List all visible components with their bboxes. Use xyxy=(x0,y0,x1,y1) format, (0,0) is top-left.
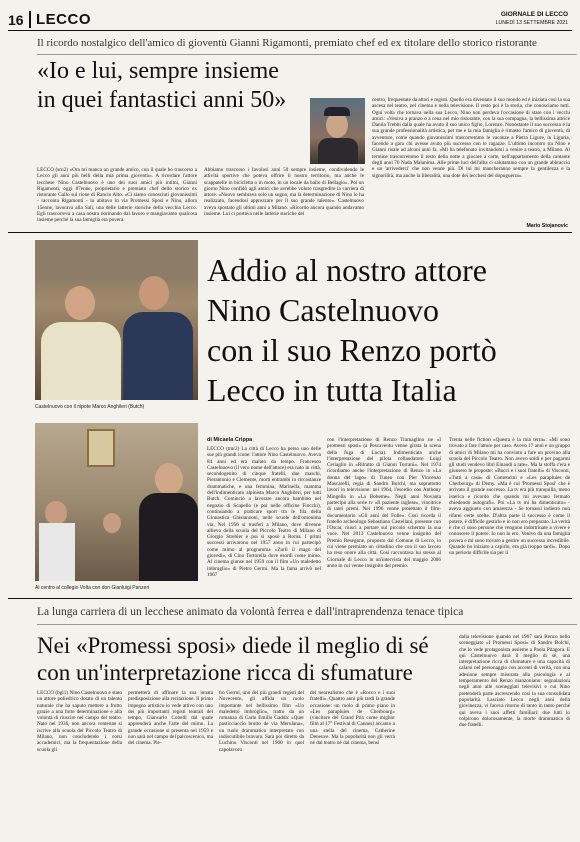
photo2-caption: Al centro al collegio Volta con don Gianluigi Panzeri xyxy=(35,585,150,591)
article1-column-2: Abbiamo trascorso i favolosi anni 50 sempre insieme, condividendo le attività sportive che poteva offrire il nostro territorio, ma anche le scappatelle in bicicletta o in moto, in un locale da ballo di Bellagio». Poi un giorno Nino confidò agli amici che avrebbe voluto trasgredire la carriera di attore. «Nuovo sembrava solo un sogno, ma la determinazione di Nino lo ha realizzato, facendosi apprezzare per il suo grande talento». Castelnuovo aveva spostato gli ultimi anni a Milano. «Ricordo ancora quando andavamo insieme. Lui ci portava nelle latterie storiche del xyxy=(204,167,364,218)
article2-column-2: con l'interpretazione di Renzo Tramaglino ne «I promessi sposi» (a Pescaventu venne girata la scena della fuga di Lucia). Indimenticata anche l'interpretazione del pilota collaudatore Luigi Ceriaglio in «Ritratto di Gianni Torrani». Nel 1974 ricordiamo anche l'interpretazione di Renzo in «La donna del lago» di Tuneo con Pier Vincenzo Mascarelli, regia di Sandro Bolchi, ma soprattutto lavori in televisione: nel 1964, l'esordio con Anthony Mingella in «La Boheme». Negli anni Novanta partecipò alla serie tv «Il paziente inglese», vincitrice di tanti premi. Nel 1996 venne proiettato il film-documentario «Gli anni del Folle». Così ricorda il fratello archeologo Sebastiano Castellani, presente con l'Oscar, riuscì a portare sul piccolo schermo la sua voce. Nel 2013 Castelnuovo venne insignito del Premio Resegone, proposto dal Comune di Lecco, in cui viene premiato un cittadino che con il suo lavoro ha reso onore alla città. Così raccontava lui stesso al Giornale di Lecco in un'intervista del maggio 2006 anno in cui venne insignito del premio. xyxy=(327,437,441,569)
article-separator xyxy=(8,598,572,599)
headline-line-1: Addio al nostro attore xyxy=(207,252,487,288)
headline-line-2: in quei fantastici anni 50» xyxy=(37,87,287,113)
article1-headline xyxy=(37,57,286,115)
article3-headline xyxy=(37,632,429,686)
section-divider xyxy=(29,11,31,28)
article3-column-3: tro Germi, uno dei più grandi registi del Novecento, gli affida un ruolo importante nel bellissimo film «Un maledetto imbroglio», tratto da un romanzo di Carlo Emilio Gadda: «Quer pasticciaccio brutto de via Merulana», un ruolo drammatico interpretato con indiscutibile bravura. Sarà poi diretto da Luchino Visconti nel 1960 in quel capolavoro xyxy=(219,690,304,753)
article3-column-2: permetterà di affinare la sua innata predisposizione alla recitazione. Il primo impegno artistico lo vede attivo con uno dei più importanti registi teatrali del tempo, Giancarlo Cobelli dal quale apprenderà anche l'arte del mimo. La grande occasione si presenta nel 1959 e non sarà nel campo del palcoscenico, ma del cinema. Pie- xyxy=(128,690,213,747)
headline-line-1: Nei «Promessi sposi» diede il meglio di sé xyxy=(37,633,429,658)
headline-line-2: Nino Castelnuovo xyxy=(207,292,439,328)
newspaper-name: GIORNALE DI LECCO xyxy=(500,11,568,18)
section-name: LECCO xyxy=(36,11,91,28)
collegio-volta-photo xyxy=(35,423,198,581)
headline-line-1: «Io e lui, sempre insieme xyxy=(37,58,279,84)
article2-column-3: Trenta nelle fiction «Questa è la mia terra»: «Mi sono trovato a fare l'attore per caso. Avevo 17 anni e un gruppo di amici di Milano mi ha convinto a fare un provino alla scuola del Piccolo Teatro. Non avevo soldi e per pagarmi gli studi vendevo libri Einaudi a rate». Ma la stoffa c'era e giunsero le proposte: «Bucci e i suoi fratelli» di Visconti, «Tutti a casa» di Comencini e «Les parapluies de Cherbourg» di Demy. «Ma è col 'Promessi Sposi' che è arrivato il grande successo. La tv era più tranquilla, meno isterica e ricordo che quando mi avevano fermato chiedendo autografi». Poi «La tv mi ha dimenticato» - aveva aggiunto con amarezza - Se tornassi indietro non rifarei certe scelte. D'altra parte il successo è come il potere, è difficile gestirlo e io non ero preparato. La verità è che ci sono persone che vengono indottrinate a vivere e conoscere il potere. Io non lo ero. Venivo da una famiglia povera e mi sono trovato a gestire un successo incredibile. Quando ho iniziato a capirlo, era già troppo tardi». Dopo un periodo difficile sia per il xyxy=(449,437,571,557)
article2-column-1: LECCO (tmr2) La città di Lecco ha perso uno delle sue più grandi icone: l'attore Nino Castelnuovo. Aveva 84 anni ed era malato da tempo. Francesco Castelnuovo (il vero nome dell'attore) era nato in città, secondogenito di cinque fratelli, due maschi, Pierantonio e Clemente, morti entrambi in circostanze drammatiche, e una femmina, Marinella, mamma dell'indimenticato alpinista Marco Anghileri, per tutti Butch. Cominciò a lavorare ancora bambino nel negozio di Scapello (e poi nelle officine Fiocchi), continuando a praticare sport tra le fila della Ginnastica Ghislanzoni, nelle scuole dell'omonima via. Nel 1956 si trasferì a Milano, dove divenne allievo della scuola del Piccolo Teatro di Milano di Giorgio Strehler e poi si sposò a Roma. I primi successi arrivarono nel 1957 anno in cui partecipò come mimo al programma «Zurlì il mago del giovedì», di Cino Tortorella dove esordì come mimo. Al cinema giunse nel 1959 con il film «Un maledetto imbroglio» di Pietro Germi. Ma la fama arrivò nel 1967 xyxy=(207,446,321,578)
headline-line-2: con un'interpretazione ricca di sfumature xyxy=(37,660,413,685)
article2-headline xyxy=(207,250,497,410)
kicker-rule xyxy=(37,54,577,55)
article1-author: Mario Stojanovic xyxy=(526,223,568,229)
header-rule xyxy=(8,30,572,31)
headline-line-3: con il suo Renzo portò xyxy=(207,332,497,368)
article1-column-3: centro, frequentate da attori e registi. Quello era diventato il suo mondo ed è iniziata così la sua ascesa nel teatro, nel cinema e nella televisione. Il resto poi è la storia, che conosciamo tutti. Ogni volta che tornava nella sua Lecco, Nino non perdeva l'occasione di stare con i vecchi amici: «Veniva a pranzo o a cena nel mio ristorante, con la sua compagna, la bellissima attrice Danila Trebbi dalla quale ha avuto il suo unico figlio, Lorenzo. Nonostante il suo successo e la sua grande professionalità artistica, per me e la mia famiglia è rimasto l'amico di gioventù, di avventure, come quando giovanissimi trascorremmo le vacanze a Pietra Ligure, in Liguria, facendo a gara chi avesse avuto più successo con le ragazze. L'ultimo incontro tra Nino e Gianni risale ad alcuni anni fa. «Mi ha telefonato invitandomi a venire a teatro, a Milano. Al termine trascorremmo il resto della notte a giocare a carte, nell'appartamento della cantante degli anni 70 Nada Malanima. Alle prime luci dell'alba ci salutammo con un grande abbraccio e un 'arrivederci' che non venne più. Di lui mi mancheranno sempre la gentilezza e la signorilità, ma anche la liberalità, una dote dei lecchesi del dopoguerra». xyxy=(372,97,570,179)
article3-column-4: del neorealismo che è «Rocco e i suoi fratelli». Quattro anni più tardi la grande occasione: un ruolo di primo piano in «Les parapluies de Cherbourg» (vincitore del Grand Prix come miglior film al 17° Festival di Cannes) accanto a una stella del cinema, Catherine Deneuve. Ma la popolarità non gli verrà né dal teatro né dal cinema, bensì xyxy=(310,690,395,747)
headline-line-4: Lecco in tutta Italia xyxy=(207,372,457,408)
photo1-caption: Castelnuovo con il nipote Marco Anghileri (Butch) xyxy=(35,404,145,410)
issue-date: LUNEDÌ 13 SETTEMBRE 2021 xyxy=(495,20,568,26)
article1-column-1: LECCO (srn2) «Ora mi manca un grande amico, con il quale ho trascorso a Lecco gli anni più belli della mia prima gioventù». A ricordare l'attore lecchese Nino Castelnuovo è uno dei suoi amici più intimi, Gianni Rigamonti, oggi 87enne, proprietario e premiato chef dello storico ex ristorante Gallo sul rione di Rancio Alto. «Ci siamo conosciuti giovanissimi - racconta Rigamonti - lo abitavo in via Promessi Sposi e Nino, allora 15enne, lavorava alla Sali, una delle latterie storiche della vecchia Lecco. Egli trascorreva a casa nostra normando dal lavoro e mangiavamo qualcosa insieme perché la sua famiglia era povera. xyxy=(37,167,197,224)
rigamonti-photo xyxy=(310,98,365,164)
page-number: 16 xyxy=(8,12,24,28)
kicker-rule xyxy=(37,624,577,625)
article3-column-1: LECCO (bgl1) Nino Castelnuovo e stato un attore poliedrico dotato di un talento naturale che ha saputo mettere a frutto grazie a una forte determinazione e alla volontà di riuscire nel campo del teatro. Nato nel 1936, non ancora ventenne si iscrive alla scuola del Piccolo Teatro di Milano, non concludendo i corsi accademici, ma la frequentazione della scuola gli xyxy=(37,690,122,753)
article3-column-5: dalla televisione quando nel 1967 sarà Renzo nello sceneggiato «I Promessi Sposi» di Sandro Bolchi, che lo vede protagonista assieme a Paola Pitagora. E qui Castelnuovo darà il meglio di sé, una interpretazione ricca di sfumature e una capacità di calarsi nel personaggio con accenti di verità, con una adesione sempre misurata alla psicologia e al temperamento del Renzo manzoniano: segnalazioni negli anni alle sceneggiati televisivi e cui Nino pretenderà parte ascrescendo così la sua consolidata popolarità. Lasciato Lecco negli anni della giovinezza, vi faceva ritorno di tanto in tanto perché qui aveva i suoi affetti familiari: due lutti lo colpirono dolorosamente, la morte drammatica di due fratelli. xyxy=(459,634,570,729)
article3-kicker: La lunga carriera di un lecchese animato da volontà ferrea e dall'intraprendenza tenace tipica xyxy=(37,606,464,618)
article-separator xyxy=(8,232,572,233)
article2-byline: di Micaela Crippa xyxy=(207,437,253,443)
article1-kicker: Il ricordo nostalgico dell'amico di gioventù Gianni Rigamonti, premiato chef ed ex titolare dello storico ristorante xyxy=(37,37,537,49)
castelnuovo-nephew-photo xyxy=(35,240,198,400)
